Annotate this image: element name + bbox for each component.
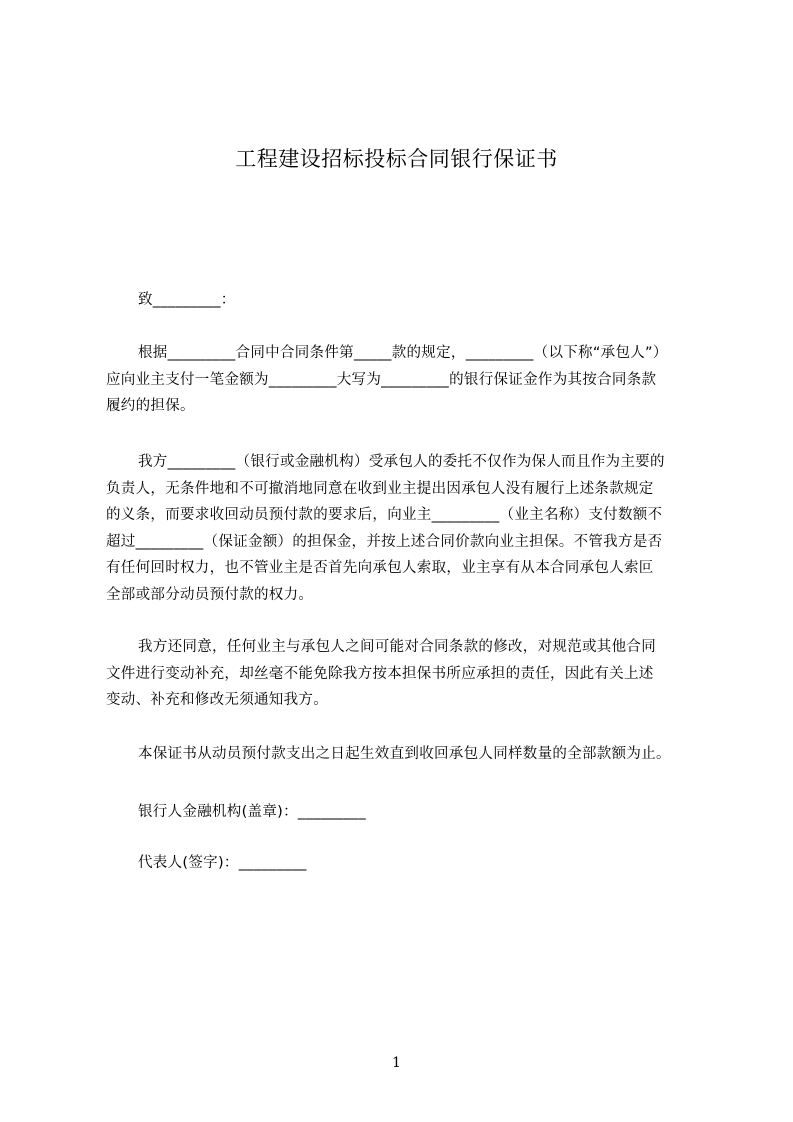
document-title: 工程建设招标投标合同银行保证书 — [235, 147, 558, 171]
paragraph-line: 履约的担保。 — [106, 398, 195, 414]
paragraph-line: 的义条，而要求收回动员预付款的要求后，向业主_________（业主名称）支付数额不 — [106, 507, 663, 523]
salutation — [106, 287, 706, 314]
paragraph-line: 文件进行变动补充，却丝毫不能免除我方按本担保书所应承担的责任，因此有关上述 — [106, 665, 654, 682]
paragraph-line: 根据_________合同中合同条件第_____款的规定，_________（以下称“承包人”） — [138, 345, 668, 361]
paragraph-3 — [106, 634, 706, 714]
paragraph-4 — [106, 741, 706, 768]
paragraph-2 — [106, 449, 706, 608]
paragraph-line: 有任何回时权力，也不管业主是否首先向承包人索取，业主享有从本合同承包人索叵 — [106, 560, 654, 576]
paragraph-1 — [106, 340, 706, 420]
paragraph-line: 全部或部分动员预付款的权力。 — [106, 586, 314, 603]
paragraph-line: 我方还同意，任何业主与承包人之间可能对合同条款的修改，对规范或其他合同 — [138, 639, 656, 655]
paragraph-line: 超过_________（保证金额）的担保金，并按上述合同价款向业主担保。不管我方是否 — [106, 533, 663, 550]
paragraph-line: 负责人，无条件地和不可撤消地同意在收到业主提出因承包人没有履行上述条款规定 — [106, 480, 654, 497]
paragraph-line: 应向业主支付一笔金额为_________大写为_________的银行保证金作为其按合同条款 — [106, 371, 657, 388]
salutation-text: 致_________： — [138, 292, 236, 308]
paragraph-line: 我方_________（银行或金融机构）受承包人的委托不仅作为保人而且作为主要的 — [138, 454, 665, 470]
paragraph-line: 变动、补充和修改无须通知我方。 — [106, 692, 328, 708]
representative-signature-line: 代表人(签字)：_________ — [138, 855, 307, 871]
paragraph-line: 本保证书从动员预付款支出之日起生效直到收回承包人同样数量的全部款额为止。 — [138, 746, 671, 762]
page-number: 1 — [392, 1055, 401, 1071]
bank-seal-line: 银行人金融机构(盖章)：_________ — [138, 804, 366, 820]
